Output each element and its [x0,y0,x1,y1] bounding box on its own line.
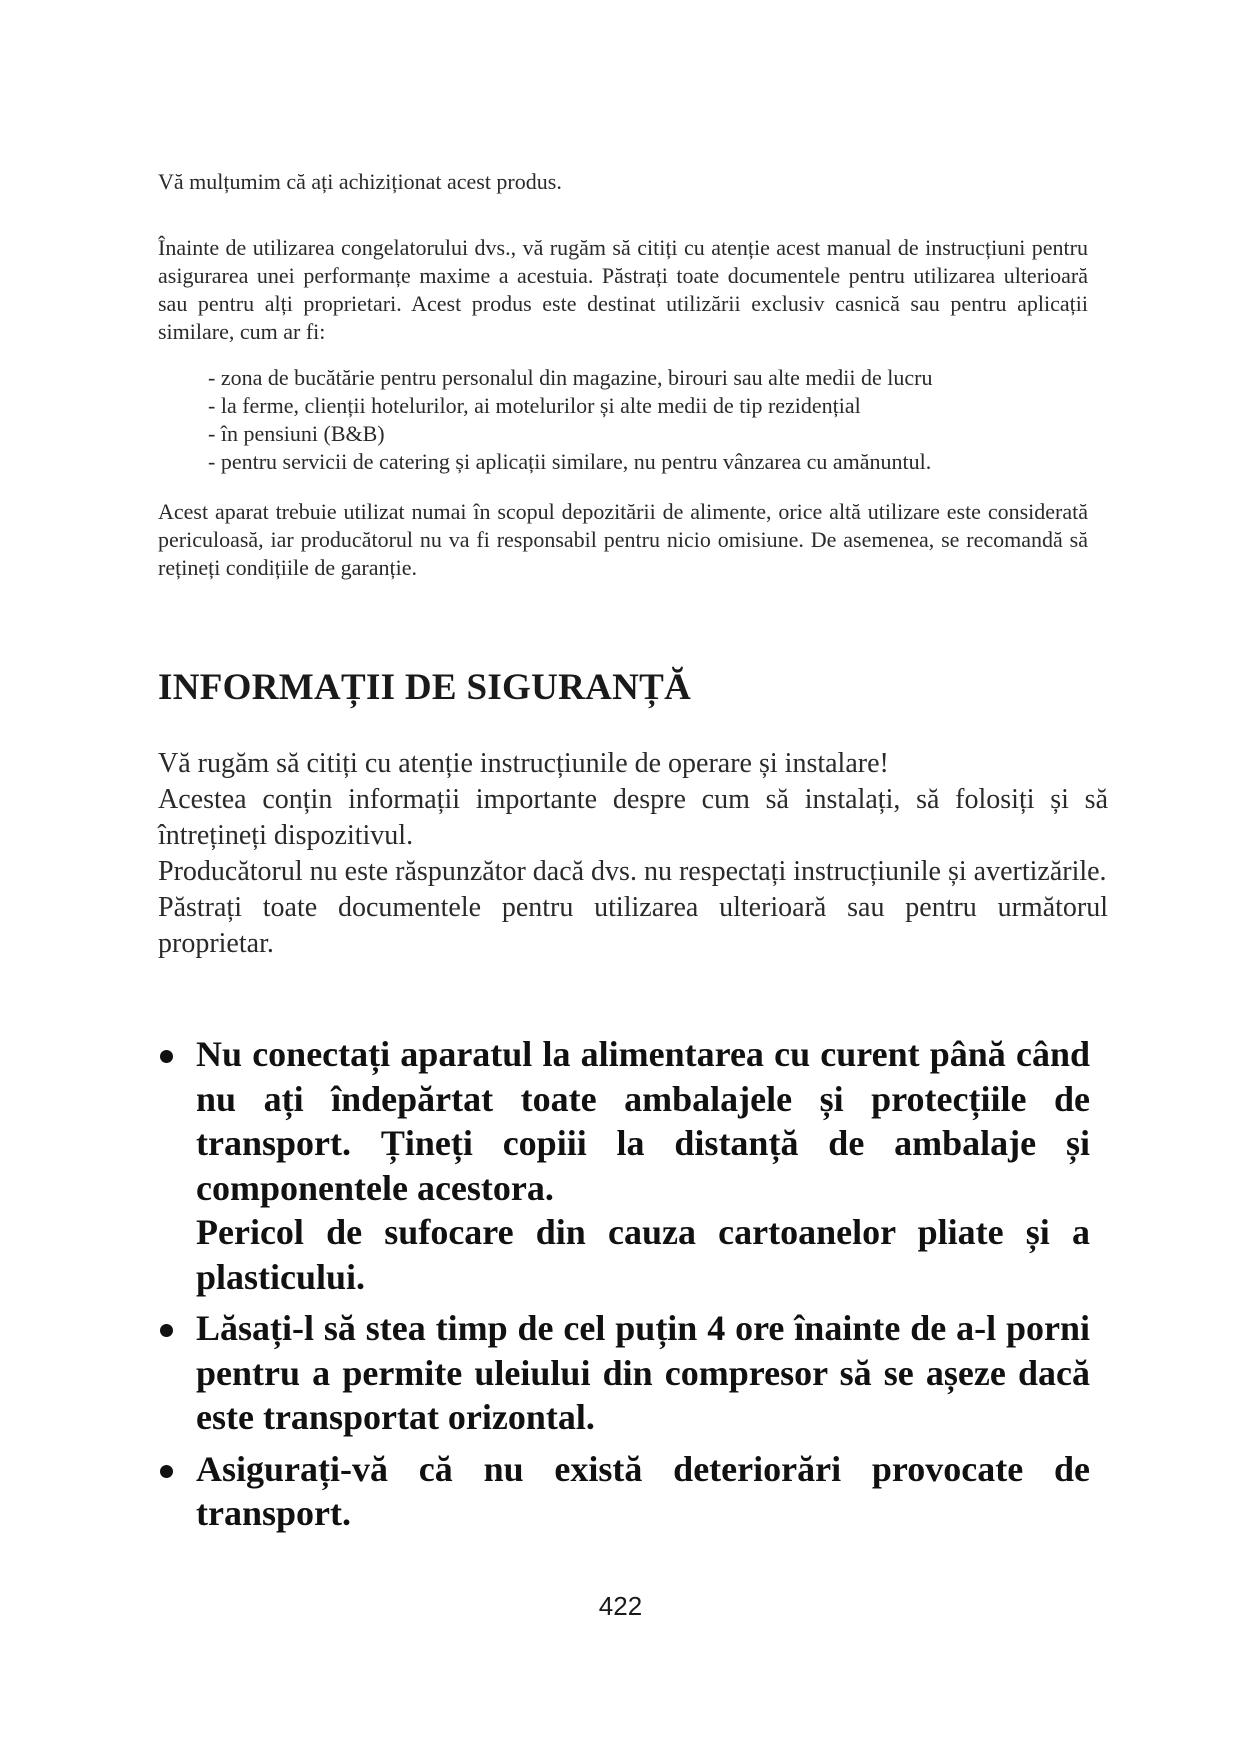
intended-uses-list [208,364,1088,476]
safety-intro [158,746,1108,962]
safety-bullet [158,1306,1090,1440]
list-item: - zona de bucătărie pentru personalul din magazine, birouri sau alte medii de lucru [208,365,933,390]
safety-bullet-text: Asigurați-vă că nu există deteriorări provocate de transport. [196,1448,1090,1533]
safety-bullet-text: Lăsați-l să stea timp de cel puțin 4 ore înainte de a-l porni pentru a permite uleiului din compresor să se așeze dacă este transportat orizontal. [196,1308,1090,1437]
usage-paragraph: Acest aparat trebuie utilizat numai în scopul depozitării de alimente, orice altă utilizare este considerată periculoasă, iar producătorul nu va fi responsabil pentru nicio omisiune. De asemenea, se recomandă să rețineți condițiile de garanție. [158,499,1088,580]
safety-bullet [158,1032,1090,1299]
safety-intro-line: Păstrați toate documentele pentru utilizarea ulterioară sau pentru următorul proprietar. [158,892,1108,959]
thank-you-line: Vă mulțumim că ați achiziționat acest produs. [158,169,562,194]
safety-intro-line: Acestea conțin informații importante despre cum să instalați, să folosiți și să întrețineți dispozitivul. [158,784,1108,851]
safety-intro-line: Vă rugăm să citiți cu atenție instrucțiunile de operare și instalare! [158,748,889,779]
list-item: - la ferme, clienții hotelurilor, ai motelurilor și alte medii de tip rezidențial [208,393,861,418]
safety-intro-line: Producătorul nu este răspunzător dacă dvs. nu respectați instrucțiunile și avertizările. [158,856,1107,887]
list-item: - în pensiuni (B&B) [208,421,385,446]
safety-bullet-list [158,1032,1090,1543]
safety-bullet-extra: Pericol de sufocare din cauza cartoanelor pliate și a plasticului. [196,1212,1090,1297]
bullet-dot-icon [160,1050,173,1063]
bullet-dot-icon [160,1324,173,1337]
safety-bullet-text: Nu conectați aparatul la alimentarea cu curent până când nu ați îndepărtat toate ambalajele și protecțiile de transport. Țineți copiii la distanță de ambalaje și componentele acestora. [196,1034,1090,1208]
list-item: - pentru servicii de catering și aplicații similare, nu pentru vânzarea cu amănuntul. [208,449,932,474]
safety-bullet [158,1447,1090,1536]
section-heading: INFORMAȚII DE SIGURANȚĂ [158,667,692,708]
bullet-dot-icon [160,1465,173,1478]
intro-paragraph: Înainte de utilizarea congelatorului dvs., vă rugăm să citiți cu atenție acest manual de instrucțiuni pentru asigurarea unei performanțe maxime a acestuia. Păstrați toate documentele pentru utilizarea ulterioară sau pentru alți proprietari. Acest produs este destinat utilizării exclusiv casnică sau pentru aplicații similare, cum ar fi: [158,235,1088,344]
page-number: 422 [598,1591,643,1621]
